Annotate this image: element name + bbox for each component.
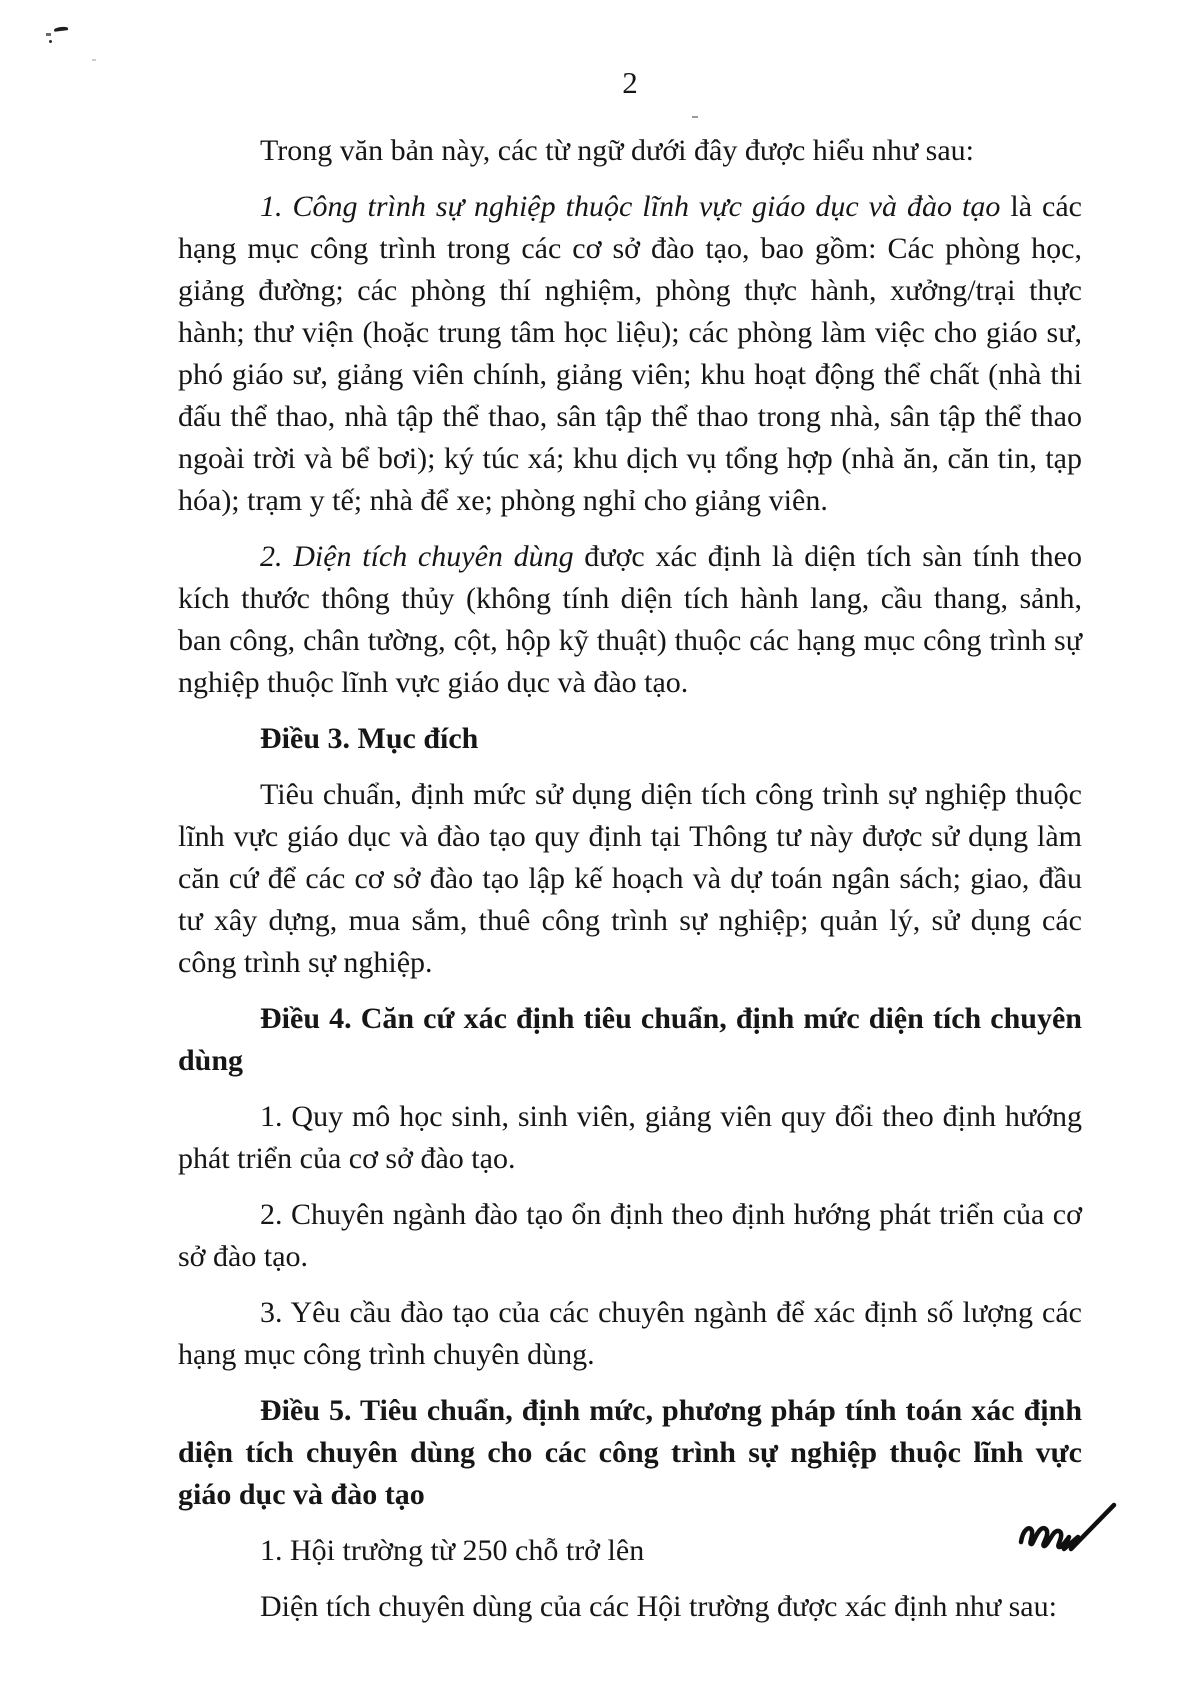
article-5-heading: Điều 5. Tiêu chuẩn, định mức, phương pháp tính toán xác định diện tích chuyên dùng cho các công trình sự nghiệp thuộc lĩnh vực giáo dục và đào tạo bbox=[178, 1394, 1082, 1511]
scan-artifact bbox=[46, 33, 51, 36]
article-3-body: Tiêu chuẩn, định mức sử dụng diện tích công trình sự nghiệp thuộc lĩnh vực giáo dục và đào tạo quy định tại Thông tư này được sử dụng làm căn cứ để các cơ sở đào tạo lập kế hoạch và dự toán ngân sách; giao, đầu tư xây dựng, mua sắm, thuê công trình sự nghiệp; quản lý, sử dụng các công trình sự nghiệp. bbox=[178, 778, 1082, 979]
scan-artifact bbox=[92, 59, 96, 61]
scan-artifact bbox=[54, 26, 68, 32]
document-body bbox=[178, 130, 1082, 1628]
page-number: 2 bbox=[622, 65, 638, 100]
scan-artifact bbox=[692, 116, 698, 118]
scan-artifact bbox=[49, 40, 52, 43]
article-5-item-1: 1. Hội trường từ 250 chỗ trở lên bbox=[260, 1534, 645, 1567]
definition-1-term: 1. Công trình sự nghiệp thuộc lĩnh vực giáo dục và đào tạo bbox=[260, 190, 1001, 223]
article-5-body: Diện tích chuyên dùng của các Hội trường được xác định như sau: bbox=[260, 1590, 1057, 1623]
article-4-item-3: 3. Yêu cầu đào tạo của các chuyên ngành để xác định số lượng các hạng mục công trình chuyên dùng. bbox=[178, 1296, 1082, 1371]
text-column bbox=[178, 0, 1082, 1628]
definition-2-term: 2. Diện tích chuyên dùng bbox=[260, 540, 574, 573]
definition-1-text: là các hạng mục công trình trong các cơ sở đào tạo, bao gồm: Các phòng học, giảng đường; các phòng thí nghiệm, phòng thực hành, xưởng/trại thực hành; thư viện (hoặc trung tâm học liệu); các phòng làm việc cho giáo sư, phó giáo sư, giảng viên chính, giảng viên; khu hoạt động thể chất (nhà thi đấu thể thao, nhà tập thể thao, sân tập thể thao trong nhà, sân tập thể thao ngoài trời và bể bơi); ký túc xá; khu dịch vụ tổng hợp (nhà ăn, căn tin, tạp hóa); trạm y tế; nhà để xe; phòng nghỉ cho giảng viên. bbox=[178, 190, 1082, 517]
article-4-item-2: 2. Chuyên ngành đào tạo ổn định theo định hướng phát triển của cơ sở đào tạo. bbox=[178, 1198, 1082, 1273]
definition-2-text: được xác định là diện tích sàn tính theo kích thước thông thủy (không tính diện tích hành lang, cầu thang, sảnh, ban công, chân tường, cột, hộp kỹ thuật) thuộc các hạng mục công trình sự nghiệp thuộc lĩnh vực giáo dục và đào tạo. bbox=[178, 540, 1082, 699]
intro-paragraph: Trong văn bản này, các từ ngữ dưới đây được hiểu như sau: bbox=[260, 134, 975, 167]
definition-2-paragraph bbox=[178, 536, 1082, 704]
article-4-item-1: 1. Quy mô học sinh, sinh viên, giảng viên quy đổi theo định hướng phát triển của cơ sở đào tạo. bbox=[178, 1100, 1082, 1175]
handwritten-initials-mark bbox=[1014, 1497, 1122, 1559]
definition-1-paragraph bbox=[178, 186, 1082, 522]
article-4-heading: Điều 4. Căn cứ xác định tiêu chuẩn, định mức diện tích chuyên dùng bbox=[178, 1002, 1082, 1077]
article-3-heading: Điều 3. Mục đích bbox=[260, 722, 479, 755]
